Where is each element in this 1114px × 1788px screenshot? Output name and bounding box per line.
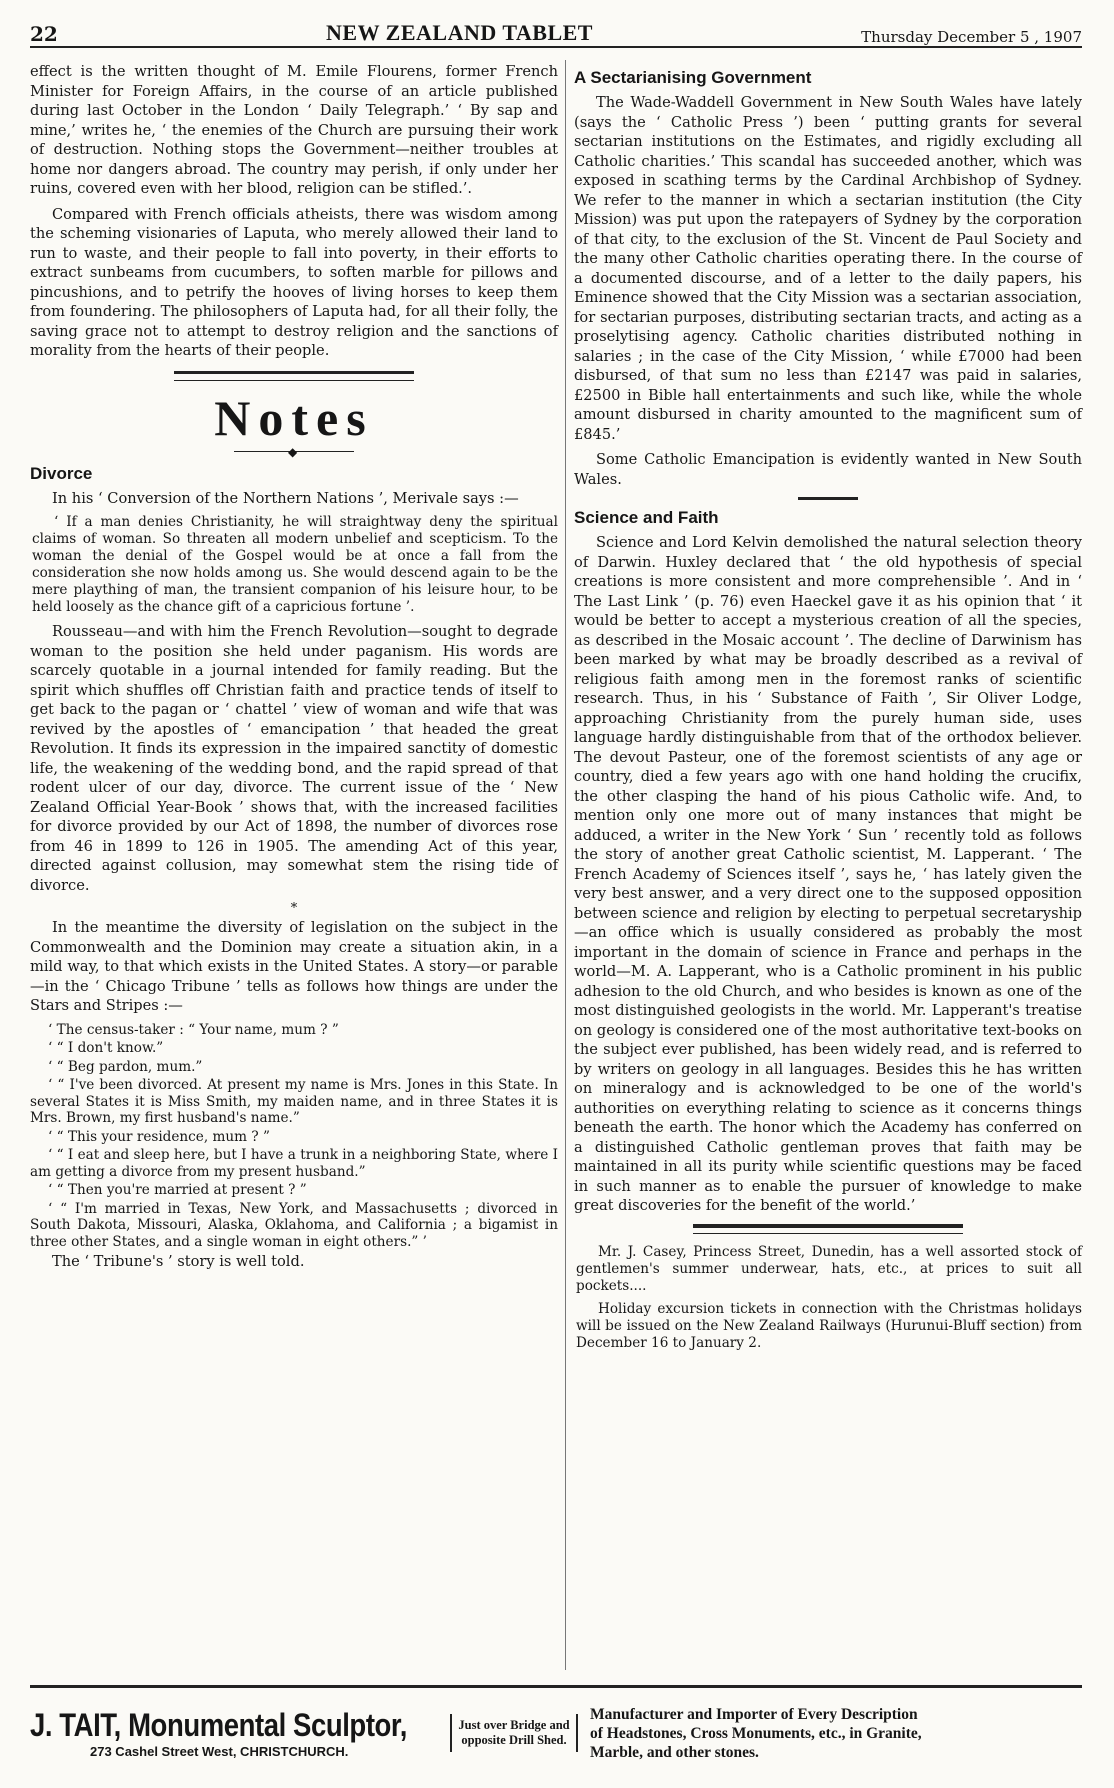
column-divider [565,60,566,1670]
divorce-intro: In his ‘ Conversion of the Northern Nations ’, Merivale says :— [52,489,519,507]
science-heading: Science and Faith [574,508,719,527]
dialog-line: ‘ “ This your residence, mum ? ” [48,1128,270,1145]
divorce-body: Rousseau—and with him the French Revolution—sought to degrade woman to the position she held under paganism. His words are scarcely quotable in a journal intended for family reading. But the spirit which shuffles off Christian faith and practice tends of itself to get back to the pagan or ‘ chattel ’ view of woman and wife that was revived by the apostles of ‘ emancipation ’ that headed the great Revolution. It finds its expression in the impaired sanctity of domestic life, the weakening of the wedding bond, and the rapid spread of that rodent ulcer of our day, divorce. The current issue of the ‘ New Zealand Official Year-Book ’ shows that, with the increased facilities for divorce provided by our Act of 1898, the number of divorces rose from 46 in 1899 to 126 in 1905. The amending Act of this year, directed against collusion, may somewhat stem the rising tide of divorce. [30,623,558,894]
dialog-line: ‘ “ I'm married in Texas, New York, and Massachusetts ; divorced in South Dakota, Missouri, Alaska, Oklahoma, and California ; a bigamist in three other States, and a single woman in eight others.” ’ [30,1200,558,1250]
dialog-line: ‘ “ Beg pardon, mum.” [48,1058,203,1075]
section-rule [693,1224,963,1234]
closing-line: The ‘ Tribune's ’ story is well told. [52,1253,305,1270]
page-number: 22 [30,22,58,46]
ad-location: Just over Bridge and opposite Drill Shed. [450,1714,578,1752]
dialog-line: ‘ “ I don't know.” [48,1040,164,1056]
right-column [574,62,1082,1358]
divorce-heading: Divorce [30,463,93,483]
advertisement [30,1685,1082,1778]
sectarianising-body: The Wade-Waddell Government in New South Wales have lately (says the ‘ Catholic Press ’) been ‘ putting grants for several sectarian institutions on the Estimates, and rigidly excluding all Catholic charities.’ This scandal has succeeded another, which was exposed in scathing terms by the Cardinal Archbishop of Sydney. We refer to the manner in which a sectarian institution (the City Mission) was put upon the ratepayers of Sydney by the corporation of that city, to the exclusion of the St. Vincent de Paul Society and the many other Catholic charities operating there. In the course of a documented discourse, and of a letter to the daily papers, his Eminence showed that the City Mission was a sectarian association, for sectarian purposes, distributing sectarian tracts, and acting as a proselytising agency. Catholic charities distributed nothing in salaries ; in the case of the City Mission, ‘ while £7000 had been disbursed, of that sum no less than £2147 was paid in salaries, £2500 in Bible hall entertainments and such like, while the whole amount disbursed in charity amounted to the magnificent sum of £845.’ [574,94,1082,443]
science-body: Science and Lord Kelvin demolished the natural selection theory of Darwin. Huxley declared that ‘ the old hypothesis of special creations is more consistent and more comprehensible ’. And in ‘ The Last Link ’ (p. 76) even Haeckel gave it as his opinion that ‘ it would be better to accept a mysterious creation of all the species, as described in the Mosaic account ’. The decline of Darwinism has been marked by what may be broadly described as a revival of religious faith among men in the foremost ranks of scientific research. Thus, in his ‘ Substance of Faith ’, Sir Oliver Lodge, approaching Christianity from the purely human side, uses language hardly distinguishable from that of the orthodox believer. The devout Pasteur, one of the foremost scientists of any age or country, died a few years ago with one hand holding the crucifix, the other clasping the hand of his pious Catholic wife. And, to mention only one more out of many instances that might be adduced, a writer in the New York ‘ Sun ’ recently told as follows the story of another great Catholic scientist, M. Lapperant. ‘ The French Academy of Sciences itself ’, says he, ‘ has lately given the very best answer, and a very direct one to the supposed opposition between science and religion by electing to perpetual secretaryship—an office which is usually considered as probably the most important in the domain of science in France and perhaps in the world—M. A. Lapperant, who is a Catholic prominent in his public adhesion to the old Church, and who besides is known as one of the most distinguished geologists in the world. Mr. Lapperant's treatise on geology is considered one of the most authoritative text-books on the subject ever published, has been widely read, and is referred to by writers on geology in all languages. Besides this he has written on mineralogy and is acknowledged to be one of the world's authorities on everything relating to science as it concerns things beneath the earth. The honor which the Academy has conferred on a distinguished Catholic gentleman proves that faith may be maintained in all its purity while scientific questions may be faced in such manner as to enable the pursuer of knowledge to make great discoveries for the benefit of the world.’ [574,534,1082,1214]
diamond-rule [234,444,354,459]
ad-address: 273 Cashel Street West, CHRISTCHURCH. [90,1744,349,1759]
left-column [30,62,558,1278]
ad-line: of Headstones, Cross Monuments, etc., in Granite, [590,1724,922,1742]
dialog-line: ‘ “ I've been divorced. At present my name is Mrs. Jones in this State. In several States it is Miss Smith, my maiden name, and in three States it is Mrs. Brown, my first husband's name.” [30,1077,558,1126]
diamond-icon: ◆ [288,444,298,459]
intro-paragraph-2: Compared with French officials atheists, there was wisdom among the scheming visionaries of Laputa, who merely allowed their land to run to waste, and their people to fall into poverty, in their efforts to extract sunbeams from cucumbers, to soften marble for pillows and pincushions, and to petrify the hooves of living horses to keep them from foundering. The philosophers of Laputa had, for all their folly, the saving grace not to attempt to destroy religion and the sanctions of morality from the hearts of their people. [30,205,558,359]
divorce-quote: ‘ If a man denies Christianity, he will straightway deny the spiritual claims of woman. So threaten all modern unbelief and scepticism. To the woman the denial of the Gospel would be at once a fall from the consideration she now holds among us. She would descend again to be the mere plaything of man, the transient companion of his leisure hour, to be held loosely as the chance gift of a capricious fortune ’. [32,514,558,615]
dialog-line: ‘ “ I eat and sleep here, but I have a trunk in a neighboring State, where I am getting a divorce from my present husband.” [30,1147,558,1180]
meantime-paragraph: In the meantime the diversity of legislation on the subject in the Commonwealth and the Dominion may create a situation akin, in a mild way, to that which exists in the United States. A story—or parable—in the ‘ Chicago Tribune ’ tells as follows how things are under the Stars and Stripes :— [30,919,558,1014]
holiday-notice: Holiday excursion tickets in connection with the Christmas holidays will be issued on the New Zealand Railways (Hurunui-Bluff section) from December 16 to January 2. [576,1300,1082,1351]
dialog-block [30,1022,558,1251]
ad-name-block [30,1707,450,1759]
casey-notice: Mr. J. Casey, Princess Street, Dunedin, has a well assorted stock of gentlemen's summer underwear, hats, etc., at prices to suit all pockets.... [576,1243,1082,1294]
issue-date: Thursday December 5 , 1907 [861,28,1082,46]
page-header [30,12,1082,48]
asterisk-separator: * [290,901,298,916]
section-rule [174,371,414,381]
short-rule [798,497,858,500]
ad-business-name: J. TAIT, Monumental Sculptor, [30,1707,407,1743]
sectarianising-close: Some Catholic Emancipation is evidently wanted in New South Wales. [574,451,1082,488]
sectarianising-heading: A Sectarianising Government [574,68,812,87]
notes-title: Notes [214,389,374,446]
dialog-line: ‘ The census-taker : “ Your name, mum ? ” [48,1021,339,1038]
dialog-line: ‘ “ Then you're married at present ? ” [48,1182,307,1198]
intro-paragraph-1: effect is the written thought of M. Emile Flourens, former French Minister for Foreign Affairs, in the course of an article published during last October in the London ‘ Daily Telegraph.’ ‘ By sap and mine,’ writes he, ‘ the enemies of the Church are pursuing their work of destruction. Nothing stops the Government—neither troubles at home nor dangers abroad. The country may perish, if only under her ruins, covered even with her blood, religion can be stifled.’. [30,63,558,197]
ad-description [578,1705,1082,1762]
masthead-title: NEW ZEALAND TABLET [326,20,593,45]
ad-line: Marble, and other stones. [590,1743,759,1761]
ad-line: Manufacturer and Importer of Every Description [590,1705,918,1723]
